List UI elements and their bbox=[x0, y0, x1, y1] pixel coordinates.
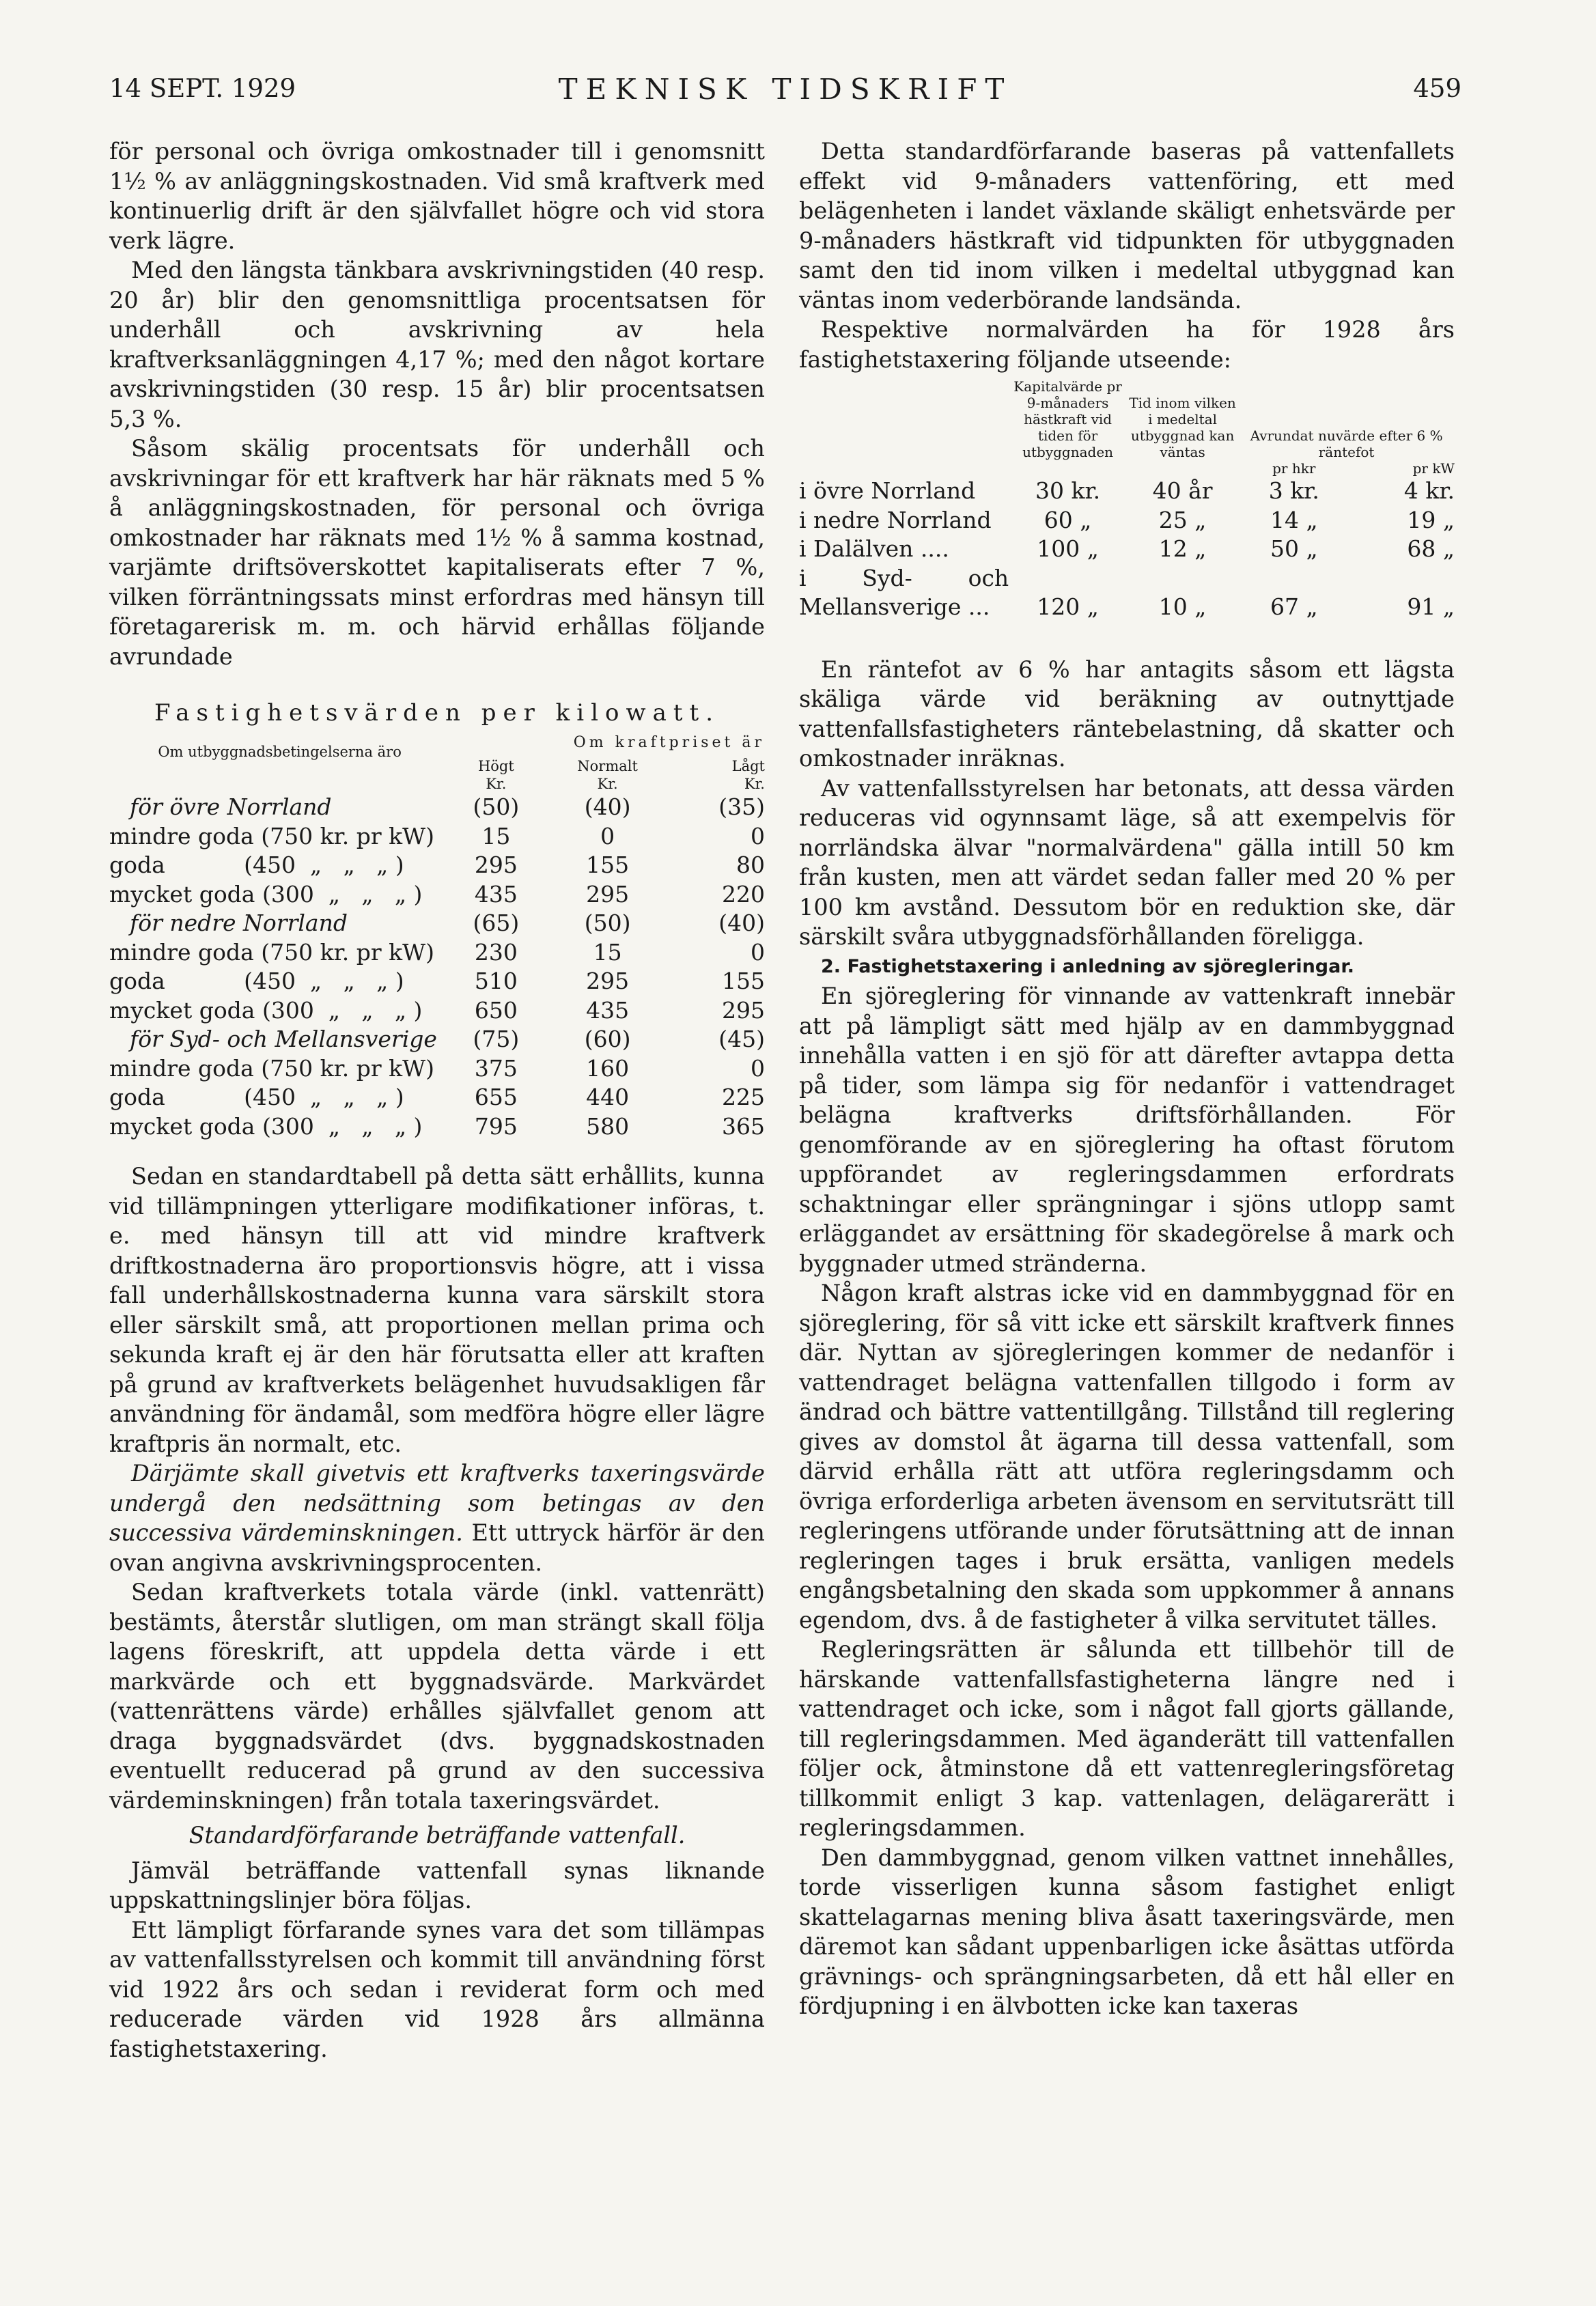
unit: Kr. bbox=[597, 776, 618, 792]
page-header bbox=[109, 74, 1461, 115]
cell: mycket goda (300 „ „ „ ) bbox=[109, 880, 423, 908]
paragraph: Jämväl beträffande vattenfall synas liknande uppskattningslinjer böra följas. bbox=[109, 1857, 765, 1913]
unit: pr hkr bbox=[1272, 460, 1316, 477]
cell: (45) bbox=[718, 1026, 765, 1052]
table-row bbox=[799, 477, 1455, 506]
cell: 220 bbox=[722, 880, 765, 908]
unit: Kr. bbox=[486, 776, 507, 792]
cell: 25 „ bbox=[1158, 506, 1207, 533]
cell: 155 bbox=[722, 968, 765, 994]
table-row bbox=[109, 1112, 765, 1142]
paragraph: Sedan kraftverkets totala värde (inkl. vattenrätt) bestämts, återstår slutligen, om man strängt skall följa lagens föreskrift, att uppdela detta värde i ett markvärde och ett byggnadsvärde. Markvärdet (vattenrättens värde) erhålles självfallet genom att draga byggnadsvärdet (dvs. byggnadskostnaden eventuellt reducerad på grund av den successiva värdeminskningen) från totala taxeringsvärdet. bbox=[109, 1579, 765, 1814]
table-row bbox=[109, 822, 765, 852]
cell: 435 bbox=[474, 880, 518, 908]
cell: i Dalälven .... bbox=[799, 535, 949, 562]
paragraph: Av vattenfallsstyrelsen har betonats, att dessa värden reduceras vid ogynnsamt läge, så att exempelvis för norrländska älvar "normalvärdena" gälla intill 50 km från kusten, men att värdet sedan faller med 20 % per 100 km avstånd. Dessutom bör en reduktion ske, där särskilt svåra utbyggnadsförhållanden föreligga. bbox=[799, 774, 1455, 950]
section-heading: 2. Fastighetstaxering i anledning av sjöregleringar. bbox=[821, 955, 1355, 977]
paragraph: En sjöreglering för vinnande av vattenkraft innebär att på lämpligt sätt med hjälp av en dammbyggnad innehålla vatten i en sjö för att därefter avtappa detta på tider, som lämpa sig för nedanför i vattendraget belägna kraftverks driftsförhållanden. För genomförande av en sjöreglering ha oftast förutom uppförandet av regleringsdammen erfordrats schaktningar eller sprängningar i sjöns utlopp samt erläggandet av ersättning för skadegörelse å mark och byggnader utmed stränderna. bbox=[799, 983, 1455, 1277]
cell: 3 kr. bbox=[1268, 477, 1319, 504]
paragraph: Såsom skälig procentsats för underhåll och avskrivningar för ett kraftverk har här räknats med 5 % å anläggningskostnaden, för personal och övriga omkostnader har räknats med 1½ % å samma kostnad, varjämte driftsöverskottet kapitaliserats efter 7 %, vilken förräntningssats minst erfordras med hänsyn till företagarerisk m. m. och härvid erhållas följande avrundade bbox=[109, 435, 765, 670]
cell: (60) bbox=[584, 1026, 631, 1052]
cell: 67 „ bbox=[1270, 593, 1318, 620]
cell: 91 „ bbox=[1407, 593, 1455, 620]
cell: goda (450 „ „ „ ) bbox=[109, 968, 404, 994]
cell: 60 „ bbox=[1044, 506, 1092, 533]
cell: 650 bbox=[474, 996, 518, 1024]
cell: i övre Norrland bbox=[799, 477, 976, 504]
cell: 50 „ bbox=[1270, 535, 1318, 562]
cell: 655 bbox=[474, 1084, 518, 1110]
cell: (50) bbox=[584, 910, 631, 936]
paragraph: Ett lämpligt förfarande synes vara det som tillämpas av vattenfallsstyrelsen och kommit till användning först vid 1922 års och sedan i reviderat form och med reducerade värden vid 1928 års allmänna fastighetstaxering. bbox=[109, 1916, 765, 2062]
normal-values-table bbox=[799, 378, 1455, 622]
cell: mindre goda (750 kr. pr kW) bbox=[109, 822, 434, 849]
italic-text: Därjämte skall givetvis ett kraftverks taxeringsvärde undergå den nedsättning som betingas av den successiva värdeminskningen. bbox=[109, 1460, 765, 1546]
cell: (40) bbox=[584, 793, 631, 820]
table-row bbox=[109, 1083, 765, 1112]
cell: (40) bbox=[718, 910, 765, 936]
row-header: Om utbyggnadsbetingelserna äro bbox=[158, 743, 402, 760]
header-page-number: 459 bbox=[1413, 74, 1461, 103]
cell: 160 bbox=[586, 1054, 630, 1082]
text: Ett uttryck härför är den ovan angivna avskrivningsprocenten. bbox=[109, 1519, 765, 1576]
cell: mindre goda (750 kr. pr kW) bbox=[109, 938, 434, 966]
cell: 0 bbox=[600, 822, 615, 849]
cell: mycket goda (300 „ „ „ ) bbox=[109, 996, 423, 1024]
paragraph: Regleringsrätten är sålunda ett tillbehör till de härskande vattenfallsfastigheterna längre ned i vattendraget och icke, som i något fall gjorts gällande, till regleringsdammen. Med äganderätt till vattenfallen följer ock, åtminstone då ett vattenregleringsföretag tillkommit enligt 3 kap. vattenlagen, delägarerätt i regleringsdammen. bbox=[799, 1636, 1455, 1841]
cell: 795 bbox=[474, 1112, 518, 1140]
cell: i Syd- och Mellansverige ... bbox=[799, 564, 1009, 620]
cell: 0 bbox=[751, 822, 765, 849]
table-row bbox=[109, 1054, 765, 1084]
table-row bbox=[109, 851, 765, 880]
cell: 435 bbox=[586, 996, 630, 1024]
cell: 15 bbox=[593, 938, 622, 966]
unit: pr kW bbox=[1412, 460, 1455, 477]
col-header: Högt bbox=[477, 758, 514, 774]
col-header: Lågt bbox=[731, 758, 765, 774]
cell: (50) bbox=[473, 793, 520, 820]
cell: 225 bbox=[722, 1084, 765, 1110]
cell: 440 bbox=[586, 1084, 630, 1110]
col-header: Normalt bbox=[577, 758, 638, 774]
paragraph: En räntefot av 6 % har antagits såsom ett lägsta skäliga värde vid beräkning av outnyttjade vattenfallsfastigheters räntebelastning, då skatter och omkostnader inräknas. bbox=[799, 656, 1455, 772]
span-header: Om kraftpriset är bbox=[573, 733, 765, 751]
cell: 14 „ bbox=[1270, 506, 1318, 533]
paragraph: Någon kraft alstras icke vid en dammbyggnad för en sjöreglering, för så vitt icke ett särskilt kraftverk finnes där. Nyttan av sjöregleringen kommer de nedanför i vattendraget belägna vattenfallen tillgodo i form av ändrad och bättre vattentillgång. Tillstånd till reglering gives av domstol åt ägarna till dessa vattenfall, som därvid erhålla rätt att utföra regleringsdamm och övriga erforderliga arbeten ävensom en servitutsrätt till regleringens utförande under förutsättning att de innan regleringen tages i bruk ersätta, vanligen medels engångsbetalning den skada som uppkommer å annans egendom, dvs. å de fastigheter å vilka servitutet tälles. bbox=[799, 1280, 1455, 1633]
subheading: Standardförfarande beträffande vattenfall. bbox=[188, 1822, 686, 1848]
table-row bbox=[109, 967, 765, 996]
header-date: 14 SEPT. 1929 bbox=[109, 74, 296, 103]
cell: 12 „ bbox=[1158, 535, 1207, 562]
cell: 68 „ bbox=[1407, 535, 1455, 562]
unit: Kr. bbox=[744, 776, 765, 792]
table-row bbox=[109, 880, 765, 910]
cell: goda (450 „ „ „ ) bbox=[109, 852, 404, 878]
group-label: för övre Norrland bbox=[130, 793, 332, 820]
text: 1½ % av anläggningskostnaden. Vid små kraftverk med kontinuerlig drift är den självfallet högre och vid stora verk lägre. bbox=[109, 167, 765, 254]
table-row bbox=[799, 535, 1455, 564]
cell: 120 „ bbox=[1037, 593, 1099, 620]
cell: 40 år bbox=[1152, 477, 1213, 504]
cell: 80 bbox=[736, 852, 765, 878]
cell: 230 bbox=[474, 938, 518, 966]
right-column bbox=[799, 137, 1455, 2021]
cell: 0 bbox=[751, 938, 765, 966]
table-row bbox=[799, 506, 1455, 535]
cell: 0 bbox=[751, 1054, 765, 1082]
group-label: för nedre Norrland bbox=[130, 910, 348, 936]
table-title: Fastighetsvärden per kilowatt. bbox=[154, 699, 720, 727]
cell: 365 bbox=[722, 1112, 765, 1140]
cell: 295 bbox=[586, 968, 630, 994]
paragraph: Sedan en standardtabell på detta sätt erhållits, kunna vid tillämpningen ytterligare modifikationer införas, t. e. med hänsyn till att vid mindre kraftverk driftkostnaderna äro proportionsvis högre, att i vissa fall underhållskostnaderna kunna vara särskilt stora eller särskilt små, att proportionen mellan prima och sekunda kraft ej är den här förutsatta eller att kraften på grund av kraftverkets belägenhet huvudsakligen får användning för ändamål, som medföra högre eller lägre kraftpris än normalt, etc. bbox=[109, 1163, 765, 1457]
cell: 295 bbox=[586, 880, 630, 908]
cell: 100 „ bbox=[1037, 535, 1099, 562]
col-header: Avrundat nuvärde efter 6 % räntefot bbox=[1250, 427, 1443, 460]
cell: 10 „ bbox=[1158, 593, 1207, 620]
cell: 19 „ bbox=[1407, 506, 1455, 533]
paragraph: Respektive normalvärden ha för 1928 års fastighetstaxering följande utseende: bbox=[799, 316, 1455, 373]
col-header: Tid inom vilken i medeltal utbyggnad kan väntas bbox=[1129, 395, 1236, 460]
cell: 295 bbox=[722, 996, 765, 1024]
col-header: Kapitalvärde pr 9-månaders hästkraft vid tiden för utbyggnaden bbox=[1013, 378, 1122, 460]
cell: i nedre Norrland bbox=[799, 506, 992, 533]
cell: 30 kr. bbox=[1035, 477, 1101, 504]
paragraph: Med den längsta tänkbara avskrivningstiden (40 resp. 20 år) blir den genomsnittliga procentsatsen för underhåll och avskrivning av hela kraftverksanläggningen 4,17 %; med den något kortare avskrivningstiden (30 resp. 15 år) blir procentsatsen 5,3 %. bbox=[109, 257, 765, 432]
paragraph: Detta standardförfarande baseras på vattenfallets effekt vid 9-månaders vattenföring, ett med belägenheten i landet växlande skäligt enhetsvärde per 9-månaders hästkraft vid tidpunkten för utbyggnaden samt den tid inom vilken i medeltal utbyggnad kan väntas inom vederbörande landsända. bbox=[799, 138, 1455, 313]
paragraph bbox=[109, 1459, 765, 1577]
text: för personal och övriga omkostnader till i genomsnitt bbox=[109, 138, 765, 165]
table-row bbox=[799, 564, 1455, 622]
cell: mycket goda (300 „ „ „ ) bbox=[109, 1112, 423, 1140]
paragraph bbox=[109, 137, 765, 255]
property-value-table bbox=[109, 729, 765, 1142]
cell: 510 bbox=[474, 968, 518, 994]
cell: 15 bbox=[481, 822, 511, 849]
cell: 580 bbox=[586, 1112, 630, 1140]
cell: mindre goda (750 kr. pr kW) bbox=[109, 1054, 434, 1082]
table-row bbox=[109, 996, 765, 1026]
cell: 4 kr. bbox=[1403, 477, 1455, 504]
cell: (65) bbox=[473, 910, 520, 936]
cell: 295 bbox=[474, 852, 518, 878]
paragraph: Den dammbyggnad, genom vilken vattnet innehålles, torde visserligen kunna såsom fastighet enligt skattelagarnas mening bliva åsatt taxeringsvärde, men däremot kan sådant uppenbarligen icke åsättas utförda grävnings- och sprängningsarbeten, då ett hål eller en fördjupning i en älvbotten icke kan taxeras bbox=[799, 1844, 1455, 2019]
cell: 155 bbox=[586, 852, 630, 878]
header-journal-title: TEKNISK TIDSKRIFT bbox=[558, 72, 1013, 106]
cell: (75) bbox=[473, 1026, 520, 1052]
table-row bbox=[109, 938, 765, 968]
group-label: för Syd- och Mellansverige bbox=[130, 1026, 437, 1052]
cell: (35) bbox=[718, 793, 765, 820]
left-column bbox=[109, 137, 765, 2064]
cell: goda (450 „ „ „ ) bbox=[109, 1084, 404, 1110]
cell: 375 bbox=[474, 1054, 518, 1082]
